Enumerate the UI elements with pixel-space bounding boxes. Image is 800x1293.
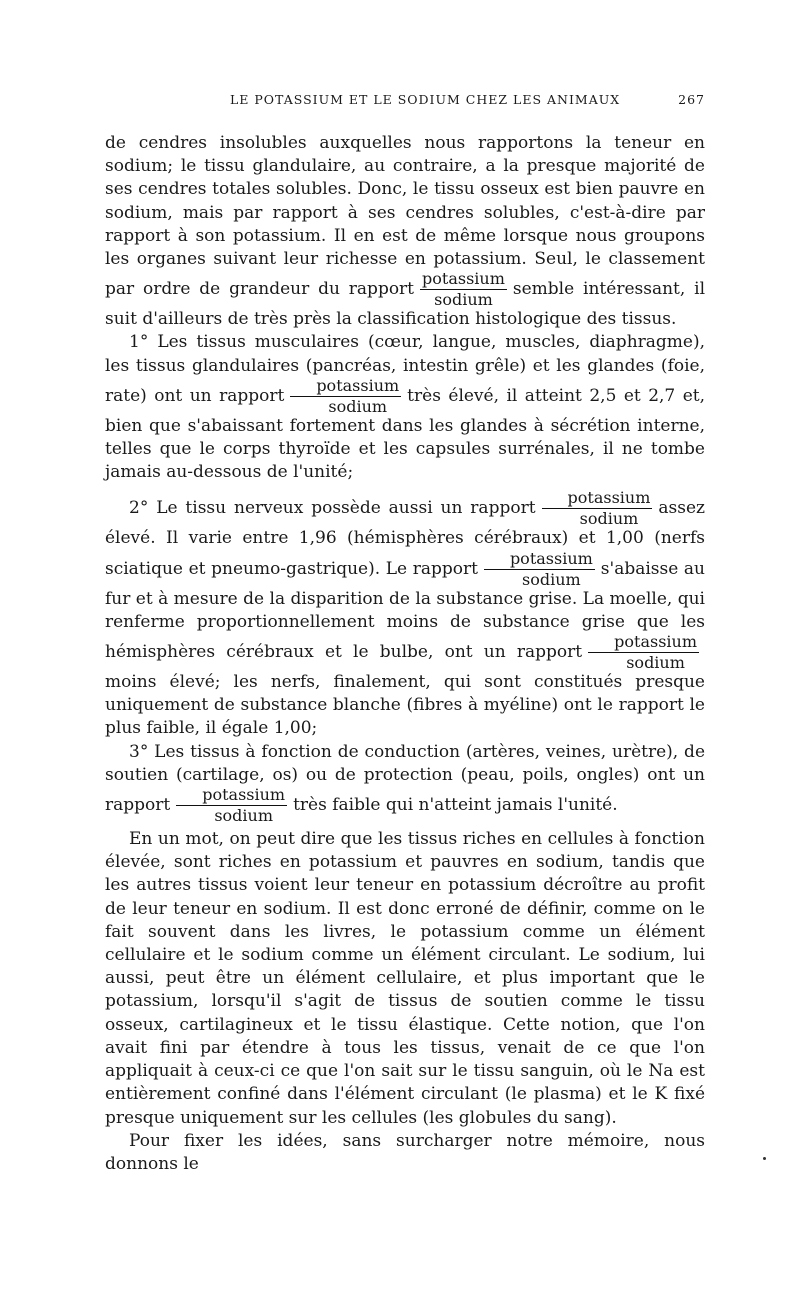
paragraph-4-b: très faible qui n'atteint jamais l'unité. (293, 795, 618, 816)
fraction-denominator: sodium (579, 509, 639, 529)
running-title: LE POTASSIUM ET LE SODIUM CHEZ LES ANIMAUX (230, 92, 621, 107)
fraction-potassium-sodium (176, 787, 287, 824)
page-number: 267 (678, 92, 705, 107)
paragraph-1 (105, 132, 705, 331)
fraction-potassium-sodium (290, 375, 401, 416)
fraction-denominator: sodium (214, 806, 273, 826)
fraction-numerator: potassium (542, 490, 653, 509)
fraction-denominator: sodium (522, 569, 581, 589)
page-body (105, 132, 705, 1176)
paragraph-3-d: moins élevé; les nerfs, finalement, qui sont constitués presque uniquement de substance blanche (fibres à myéline) ont le rapport le plus faible, il égale 1,00; (105, 672, 705, 739)
fraction-numerator: potassium (484, 551, 595, 570)
paragraph-2 (105, 331, 705, 484)
running-header (105, 92, 705, 114)
paragraph-3-b: assez élevé. Il varie entre 1,96 (hémisphères cérébraux) et 1,00 (nerfs sciatique et pneumo-gastrique). Le rapport (105, 498, 705, 579)
fraction-potassium-sodium (420, 271, 507, 308)
paragraph-3 (105, 490, 705, 740)
fraction-numerator: potassium (290, 378, 401, 397)
paragraph-5: En un mot, on peut dire que les tissus riches en cellules à fonction élevée, sont riches en potassium et pauvres en sodium, tandis que les autres tissus voient leur teneur en potassium décroître au profit de leur teneur en sodium. Il est donc erroné de définir, comme on le fait souvent dans les livres, le potassium comme un élément cellulaire et le sodium comme un élément circulant. Le sodium, lui aussi, peut être un élément cellulaire, et plus important que le potassium, lorsqu'il s'agit de tissus de soutien comme le tissu osseux, cartilagineux et le tissu élastique. Cette notion, que l'on avait fini par étendre à tous les tissus, venait de ce que l'on appliquait à ceux-ci ce que l'on sait sur le tissu sanguin, où le Na est entièrement confiné dans l'élément circulant (le plasma) et le K fixé presque uniquement sur les cellules (les globules du sang). (105, 829, 705, 1128)
paragraph-3-c: s'abaisse au fur et à mesure de la disparition de la substance grise. La moelle, qui renferme proportionnellement moins de substance grise que les hémisphères cérébraux et le bulbe, ont un rapport (105, 558, 705, 663)
fraction-potassium-sodium (542, 490, 653, 527)
book-page (105, 92, 705, 1176)
paragraph-1-end: semble intéressant, il suit d'ailleurs de très près la classification histologique des tissus. (105, 279, 706, 330)
fraction-potassium-sodium (484, 548, 595, 589)
paragraph-1-rapport: rapport (348, 279, 415, 300)
paragraph-4 (105, 741, 705, 824)
fraction-numerator: potassium (588, 634, 699, 653)
fraction-potassium-sodium (588, 634, 699, 671)
paragraph-4-a: 3° Les tissus à fonction de conduction (artères, veines, urètre), de soutien (cartilage, os) ou de protection (peau, poils, ongles) ont un rapport (105, 741, 705, 816)
paragraph-1-text: de cendres insolubles auxquelles nous rapportons la teneur en sodium; le tissu glandulaire, au contraire, a la presque majorité de ses cendres totales solubles. Donc, le tissu osseux est bien pauvre en sodium, mais par rapport à ses cendres solubles, c'est-à-dire par rapport à son potassium. Il en est de même lorsque nous groupons les organes suivant leur richesse en potassium. Seul, le classement par ordre de grandeur du (105, 133, 705, 300)
paragraph-2-start: 1° Les tissus musculaires (cœur, langue, muscles, diaphragme), les tissus glandulaires (pancréas, intestin grêle) et les glandes (foie, rate) ont un rapport (105, 332, 705, 406)
fraction-denominator: sodium (626, 653, 685, 673)
fraction-numerator: potassium (176, 787, 287, 806)
paragraph-2-end: très élevé, il atteint 2,5 et 2,7 et, bien que s'abaissant fortement dans les glandes à sécrétion interne, telles que le corps thyroïde et les capsules surrénales, il ne tombe jamais au-dessous de l'unité; (105, 385, 705, 483)
print-speck (763, 1157, 766, 1160)
paragraph-3-a: 2° Le tissu nerveux possède aussi un rapport (129, 498, 536, 519)
paragraph-6: Pour fixer les idées, sans surcharger notre mémoire, nous donnons le (105, 1130, 705, 1174)
fraction-denominator: sodium (328, 396, 388, 416)
fraction-numerator: potassium (422, 269, 505, 289)
fraction-denominator: sodium (434, 290, 493, 310)
